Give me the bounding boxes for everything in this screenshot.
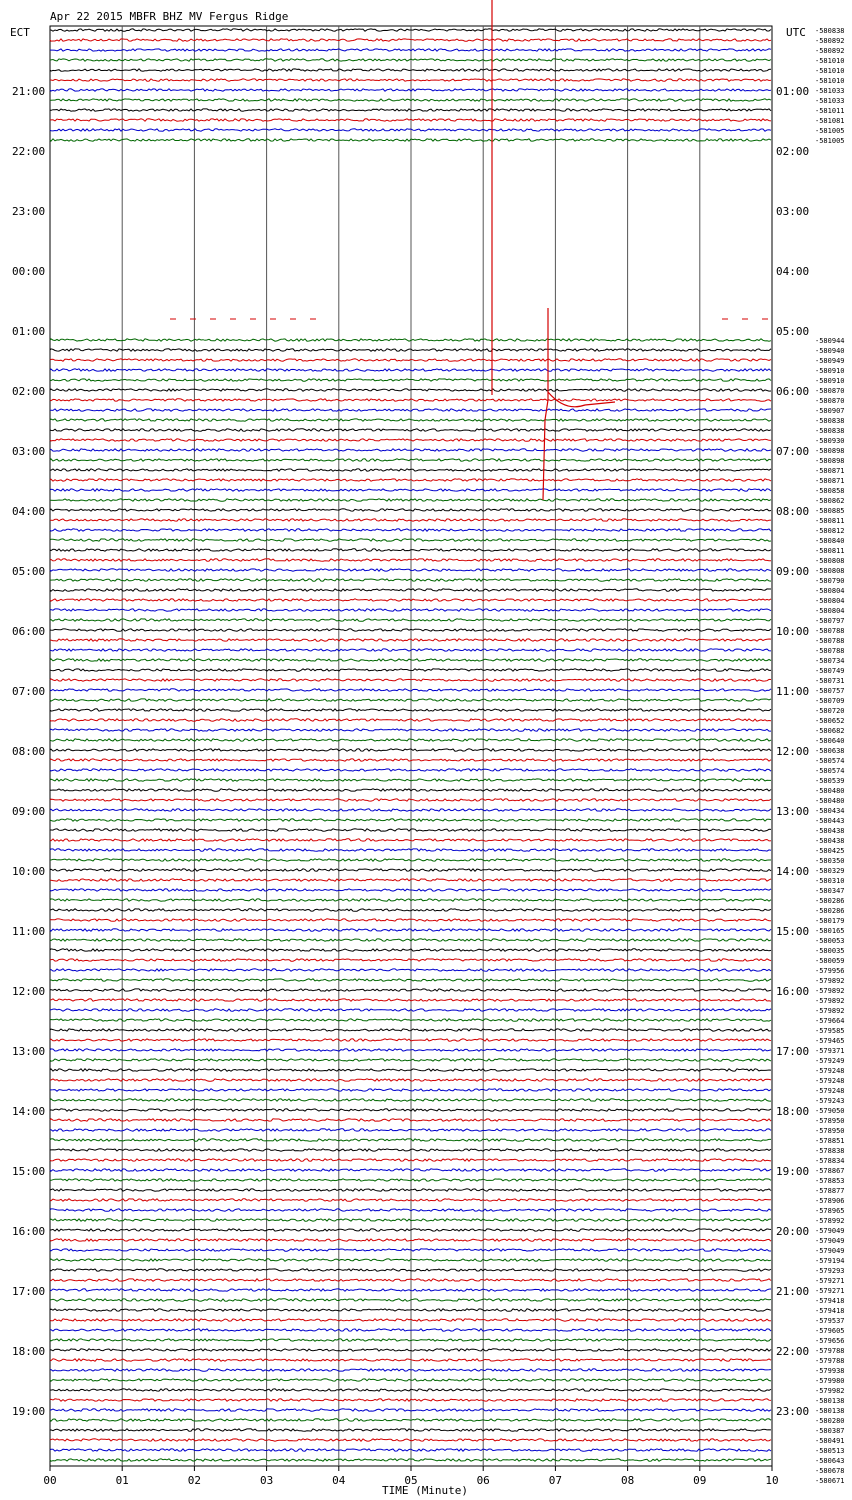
- x-tick-label: 04: [332, 1474, 346, 1487]
- row-value-label: -580310: [815, 877, 845, 885]
- right-hour-label: 07:00: [776, 445, 810, 458]
- row-value-label: -580757: [815, 687, 845, 695]
- row-value-label: -579248: [815, 1087, 845, 1095]
- left-hour-label: 08:00: [12, 745, 46, 758]
- row-value-label: -579194: [815, 1257, 845, 1265]
- row-value-label: -578965: [815, 1207, 845, 1215]
- row-value-label: -580539: [815, 777, 845, 785]
- row-value-label: -580329: [815, 867, 845, 875]
- x-tick-label: 00: [43, 1474, 57, 1487]
- row-value-label: -578834: [815, 1157, 845, 1165]
- right-hour-label: 04:00: [776, 265, 810, 278]
- x-tick-label: 05: [404, 1474, 418, 1487]
- row-value-label: -580480: [815, 787, 845, 795]
- right-hour-label: 10:00: [776, 625, 810, 638]
- left-axis-header: ECT: [10, 26, 30, 39]
- row-value-label: -580804: [815, 597, 845, 605]
- x-tick-label: 01: [115, 1474, 129, 1487]
- row-value-label: -580838: [815, 427, 845, 435]
- row-value-label: -578950: [815, 1117, 845, 1125]
- row-value-label: -580858: [815, 487, 845, 495]
- row-value-label: -580286: [815, 907, 845, 915]
- row-value-label: -580179: [815, 917, 845, 925]
- right-hour-label: 23:00: [776, 1405, 810, 1418]
- row-value-label: -579050: [815, 1107, 845, 1115]
- right-hour-label: 08:00: [776, 505, 810, 518]
- row-value-label: -580734: [815, 657, 845, 665]
- row-value-label: -581005: [815, 137, 845, 145]
- x-tick-label: 07: [548, 1474, 563, 1487]
- row-value-label: -580885: [815, 507, 845, 515]
- left-hour-label: 14:00: [12, 1105, 46, 1118]
- row-value-label: -580138: [815, 1407, 845, 1415]
- row-value-label: -580949: [815, 357, 845, 365]
- right-axis-header: UTC: [786, 26, 806, 39]
- left-hour-label: 09:00: [12, 805, 46, 818]
- chart-title: Apr 22 2015 MBFR BHZ MV Fergus Ridge: [50, 10, 289, 23]
- row-value-label: -580678: [815, 1467, 845, 1475]
- row-value-label: -580804: [815, 607, 845, 615]
- row-value-label: -580930: [815, 437, 845, 445]
- row-value-label: -580280: [815, 1417, 845, 1425]
- right-hour-label: 12:00: [776, 745, 810, 758]
- row-value-label: -579938: [815, 1367, 845, 1375]
- row-value-label: -580387: [815, 1427, 845, 1435]
- row-value-label: -578838: [815, 1147, 845, 1155]
- right-hour-label: 15:00: [776, 925, 810, 938]
- left-hour-label: 00:00: [12, 265, 46, 278]
- row-value-label: -581005: [815, 127, 845, 135]
- row-value-label: -579892: [815, 987, 845, 995]
- row-value-label: -579049: [815, 1247, 845, 1255]
- left-hour-label: 02:00: [12, 385, 46, 398]
- row-value-label: -580862: [815, 497, 845, 505]
- x-axis-label: TIME (Minute): [381, 1484, 469, 1497]
- row-value-label: -581033: [815, 87, 845, 95]
- row-value-label: -579271: [815, 1277, 845, 1285]
- x-tick-label: 03: [259, 1474, 274, 1487]
- row-value-label: -580347: [815, 887, 845, 895]
- row-value-label: -580838: [815, 27, 845, 35]
- x-tick-label: 06: [476, 1474, 490, 1487]
- row-value-label: -580871: [815, 477, 845, 485]
- row-value-label: -579980: [815, 1377, 845, 1385]
- row-value-label: -579892: [815, 1007, 845, 1015]
- left-hour-label: 19:00: [12, 1405, 46, 1418]
- row-value-label: -580350: [815, 857, 845, 865]
- row-value-label: -580838: [815, 417, 845, 425]
- row-value-label: -580811: [815, 517, 845, 525]
- row-value-label: -580797: [815, 617, 845, 625]
- row-value-label: -579465: [815, 1037, 845, 1045]
- row-value-label: -580811: [815, 547, 845, 555]
- row-value-label: -580425: [815, 847, 845, 855]
- left-hour-label: 07:00: [12, 685, 46, 698]
- row-value-label: -579982: [815, 1387, 845, 1395]
- right-hour-label: 06:00: [776, 385, 810, 398]
- row-value-label: -580286: [815, 897, 845, 905]
- row-value-label: -580790: [815, 577, 845, 585]
- row-value-label: -579243: [815, 1097, 845, 1105]
- row-value-label: -579271: [815, 1287, 845, 1295]
- row-value-label: -581033: [815, 97, 845, 105]
- right-hour-label: 01:00: [776, 85, 810, 98]
- left-hour-label: 22:00: [12, 145, 46, 158]
- row-value-label: -580808: [815, 557, 845, 565]
- row-value-label: -578992: [815, 1217, 845, 1225]
- row-value-label: -579537: [815, 1317, 845, 1325]
- row-value-label: -580944: [815, 337, 845, 345]
- row-value-label: -579656: [815, 1337, 845, 1345]
- row-value-label: -580640: [815, 737, 845, 745]
- row-value-label: -579249: [815, 1057, 845, 1065]
- left-hour-label: 17:00: [12, 1285, 46, 1298]
- right-hour-label: 21:00: [776, 1285, 810, 1298]
- row-value-label: -580870: [815, 387, 845, 395]
- row-value-label: -580910: [815, 367, 845, 375]
- left-hour-label: 13:00: [12, 1045, 46, 1058]
- row-value-label: -579585: [815, 1027, 845, 1035]
- left-hour-label: 16:00: [12, 1225, 46, 1238]
- row-value-label: -580907: [815, 407, 845, 415]
- right-hour-labels: [776, 85, 809, 1418]
- row-value-label: -578851: [815, 1137, 845, 1145]
- row-value-label: -580491: [815, 1437, 845, 1445]
- left-hour-label: 05:00: [12, 565, 46, 578]
- right-hour-label: 16:00: [776, 985, 810, 998]
- row-value-label: -580434: [815, 807, 845, 815]
- right-hour-label: 11:00: [776, 685, 810, 698]
- left-hour-label: 04:00: [12, 505, 46, 518]
- row-value-label: -579788: [815, 1357, 845, 1365]
- row-value-label: -580443: [815, 817, 845, 825]
- right-hour-label: 03:00: [776, 205, 810, 218]
- row-value-label: -580671: [815, 1477, 845, 1485]
- row-value-label: -581081: [815, 117, 845, 125]
- left-hour-label: 12:00: [12, 985, 46, 998]
- row-value-label: -580788: [815, 627, 845, 635]
- row-value-label: -578877: [815, 1187, 845, 1195]
- right-hour-label: 20:00: [776, 1225, 810, 1238]
- left-hour-label: 01:00: [12, 325, 46, 338]
- row-value-label: -579664: [815, 1017, 845, 1025]
- right-hour-label: 14:00: [776, 865, 810, 878]
- right-hour-label: 19:00: [776, 1165, 810, 1178]
- row-value-label: -580788: [815, 647, 845, 655]
- right-hour-label: 17:00: [776, 1045, 810, 1058]
- row-value-label: -580812: [815, 527, 845, 535]
- row-value-label: -579049: [815, 1237, 845, 1245]
- row-value-label: -580059: [815, 957, 845, 965]
- left-hour-label: 23:00: [12, 205, 46, 218]
- row-value-label: -579605: [815, 1327, 845, 1335]
- left-hour-label: 10:00: [12, 865, 46, 878]
- left-hour-label: 06:00: [12, 625, 46, 638]
- row-value-label: -579892: [815, 997, 845, 1005]
- row-value-label: -580682: [815, 727, 845, 735]
- row-value-label: -579248: [815, 1077, 845, 1085]
- right-hour-label: 02:00: [776, 145, 810, 158]
- row-value-label: -579892: [815, 977, 845, 985]
- row-value-label: -580731: [815, 677, 845, 685]
- x-tick-label: 09: [693, 1474, 707, 1487]
- row-value-label: -579788: [815, 1347, 845, 1355]
- x-tick-label: 02: [187, 1474, 202, 1487]
- left-hour-label: 11:00: [12, 925, 46, 938]
- row-value-label: -580788: [815, 637, 845, 645]
- row-value-label: -580910: [815, 377, 845, 385]
- x-tick-label: 10: [765, 1474, 779, 1487]
- row-value-label: -580574: [815, 757, 845, 765]
- right-hour-label: 22:00: [776, 1345, 810, 1358]
- row-value-label: -581010: [815, 57, 845, 65]
- left-hour-label: 03:00: [12, 445, 46, 458]
- row-value-label: -581010: [815, 77, 845, 85]
- row-value-label: -580709: [815, 697, 845, 705]
- left-hour-label: 15:00: [12, 1165, 46, 1178]
- row-value-label: -578906: [815, 1197, 845, 1205]
- row-value-label: -580898: [815, 447, 845, 455]
- row-value-label: -578867: [815, 1167, 845, 1175]
- row-value-label: -580871: [815, 467, 845, 475]
- row-value-label: -578853: [815, 1177, 845, 1185]
- row-value-label: -579418: [815, 1307, 845, 1315]
- row-value-label: -580840: [815, 537, 845, 545]
- row-value-label: -579293: [815, 1267, 845, 1275]
- row-value-labels: [815, 27, 845, 1485]
- row-value-label: -580438: [815, 837, 845, 845]
- row-value-label: -580438: [815, 827, 845, 835]
- row-value-label: -579049: [815, 1227, 845, 1235]
- row-value-label: -580513: [815, 1447, 845, 1455]
- row-value-label: -580898: [815, 457, 845, 465]
- event-waveform: [543, 308, 615, 500]
- left-hour-labels: [12, 85, 45, 1418]
- row-value-label: -580652: [815, 717, 845, 725]
- row-value-label: -580053: [815, 937, 845, 945]
- row-value-label: -580892: [815, 37, 845, 45]
- left-hour-label: 18:00: [12, 1345, 46, 1358]
- row-value-label: -580749: [815, 667, 845, 675]
- row-value-label: -580892: [815, 47, 845, 55]
- row-value-label: -580165: [815, 927, 845, 935]
- row-value-label: -580643: [815, 1457, 845, 1465]
- row-value-label: -581010: [815, 67, 845, 75]
- row-value-label: -579418: [815, 1297, 845, 1305]
- row-value-label: -581011: [815, 107, 845, 115]
- left-hour-label: 21:00: [12, 85, 46, 98]
- event-group: [170, 0, 772, 500]
- row-value-label: -580638: [815, 747, 845, 755]
- row-value-label: -580940: [815, 347, 845, 355]
- row-value-label: -580870: [815, 397, 845, 405]
- right-hour-label: 05:00: [776, 325, 810, 338]
- row-value-label: -579248: [815, 1067, 845, 1075]
- x-tick-label: 08: [620, 1474, 635, 1487]
- row-value-label: -580035: [815, 947, 845, 955]
- row-value-label: -580804: [815, 587, 845, 595]
- row-value-label: -580574: [815, 767, 845, 775]
- right-hour-label: 09:00: [776, 565, 810, 578]
- row-value-label: -578950: [815, 1127, 845, 1135]
- row-value-label: -580808: [815, 567, 845, 575]
- right-hour-label: 13:00: [776, 805, 810, 818]
- row-value-label: -579956: [815, 967, 845, 975]
- row-value-label: -579371: [815, 1047, 845, 1055]
- row-value-label: -580720: [815, 707, 845, 715]
- right-hour-label: 18:00: [776, 1105, 810, 1118]
- row-value-label: -580138: [815, 1397, 845, 1405]
- row-value-label: -580480: [815, 797, 845, 805]
